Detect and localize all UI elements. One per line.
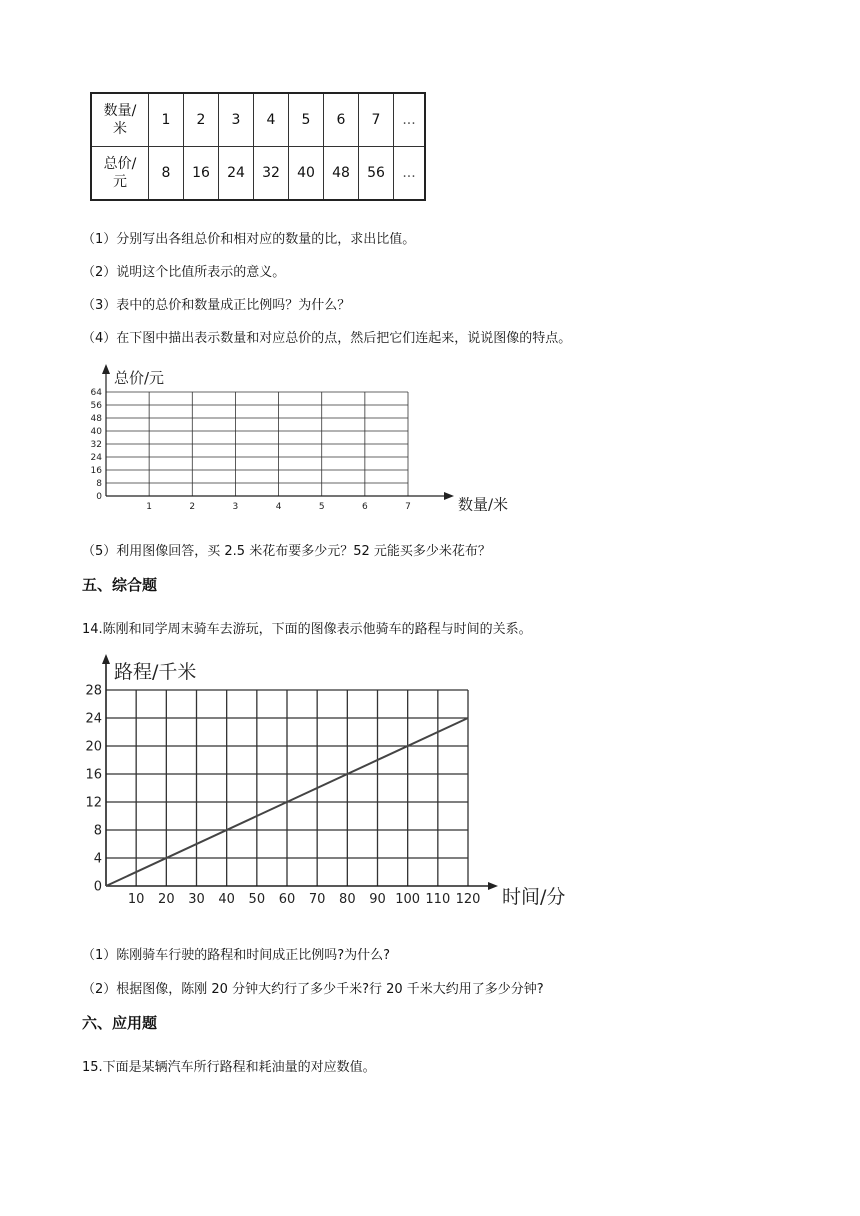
row-header-quantity xyxy=(91,93,149,147)
x-tick-label: 7 xyxy=(405,502,411,512)
x-tick-label: 110 xyxy=(425,892,451,907)
x-tick-label: 50 xyxy=(248,892,266,907)
x-tick-label: 30 xyxy=(188,892,205,907)
x-axis-arrow xyxy=(444,492,454,500)
y-tick-label: 8 xyxy=(96,479,102,490)
question-15-text: 15.下面是某辆汽车所行路程和耗油量的对应数值。 xyxy=(82,1060,376,1075)
y-axis-arrow xyxy=(102,364,110,374)
table-cell: ... xyxy=(394,147,426,201)
header-line: 数量/ xyxy=(103,103,137,119)
question-13-2: （2）说明这个比值所表示的意义。 xyxy=(82,265,286,280)
section-6-title: 六、应用题 xyxy=(82,1014,158,1032)
x-tick-label: 60 xyxy=(278,892,296,907)
table-cell: 3 xyxy=(219,93,254,147)
x-axis-label: 时间/分 xyxy=(502,886,566,909)
header-line: 米 xyxy=(113,121,127,137)
x-axis-arrow xyxy=(488,882,498,890)
x-tick-label: 80 xyxy=(339,892,356,907)
x-axis-label: 数量/米 xyxy=(458,495,509,514)
x-tick-label: 40 xyxy=(218,892,235,907)
table-cell: 32 xyxy=(254,147,289,201)
table-row xyxy=(91,93,425,147)
x-tick-label: 120 xyxy=(455,892,481,907)
x-tick-label: 1 xyxy=(146,502,153,512)
table-cell: 1 xyxy=(149,93,184,147)
section-5-title: 五、综合题 xyxy=(82,576,158,594)
x-tick-label: 2 xyxy=(189,502,196,512)
y-tick-label: 64 xyxy=(90,388,102,399)
table-cell: 4 xyxy=(254,93,289,147)
table-cell: 56 xyxy=(359,147,394,201)
question-14-2: （2）根据图像，陈刚 20 分钟大约行了多少千米?行 20 千米大约用了多少分钟? xyxy=(82,982,544,997)
question-13-5: （5）利用图像回答，买 2.5 米花布要多少元？52 元能买多少米花布？ xyxy=(82,544,491,559)
x-tick-label: 100 xyxy=(395,892,421,907)
y-tick-label: 0 xyxy=(93,879,102,895)
y-tick-label: 32 xyxy=(90,440,102,451)
question-13-3: （3）表中的总价和数量成正比例吗？为什么？ xyxy=(82,298,351,313)
y-tick-label: 4 xyxy=(93,851,102,867)
y-tick-label: 24 xyxy=(90,453,102,464)
table-row xyxy=(91,147,425,201)
y-tick-label: 40 xyxy=(90,427,102,438)
y-tick-label: 8 xyxy=(93,823,102,839)
y-tick-label: 16 xyxy=(90,466,102,477)
table-cell: 16 xyxy=(184,147,219,201)
y-tick-label: 12 xyxy=(85,795,102,811)
table-cell: 8 xyxy=(149,147,184,201)
y-axis-label: 总价/元 xyxy=(114,369,165,387)
price-table xyxy=(90,92,426,201)
x-tick-label: 6 xyxy=(361,502,368,512)
x-tick-label: 10 xyxy=(127,892,145,907)
y-tick-label: 48 xyxy=(90,414,102,425)
distance-time-chart xyxy=(80,650,620,920)
table-cell: 2 xyxy=(184,93,219,147)
x-tick-label: 90 xyxy=(369,892,386,907)
y-tick-label: 16 xyxy=(85,767,102,783)
question-13-4: （4）在下图中描出表示数量和对应总价的点，然后把它们连起来，说说图像的特点。 xyxy=(82,331,572,346)
x-tick-label: 3 xyxy=(232,502,239,512)
question-13-1: （1）分别写出各组总价和相对应的数量的比，求出比值。 xyxy=(82,232,416,247)
table-cell: 24 xyxy=(219,147,254,201)
x-tick-label: 70 xyxy=(308,892,326,907)
x-tick-label: 5 xyxy=(318,502,325,512)
table-cell: 40 xyxy=(289,147,324,201)
header-line: 总价/ xyxy=(103,156,137,172)
y-tick-label: 24 xyxy=(85,711,102,727)
price-quantity-grid-chart xyxy=(80,360,509,530)
header-line: 元 xyxy=(113,174,127,190)
x-tick-label: 4 xyxy=(275,502,282,512)
table-cell: 7 xyxy=(359,93,394,147)
y-axis-arrow xyxy=(102,654,110,664)
table-cell: 5 xyxy=(289,93,324,147)
table-cell: 6 xyxy=(324,93,359,147)
y-tick-label: 0 xyxy=(96,492,102,503)
question-14-1: （1）陈刚骑车行驶的路程和时间成正比例吗?为什么? xyxy=(82,948,391,963)
table-cell: 48 xyxy=(324,147,359,201)
x-tick-label: 20 xyxy=(158,892,175,907)
question-14-text: 14.陈刚和同学周末骑车去游玩，下面的图像表示他骑车的路程与时间的关系。 xyxy=(82,622,532,637)
y-tick-label: 56 xyxy=(90,401,102,412)
y-tick-label: 28 xyxy=(85,683,102,699)
row-header-price xyxy=(91,147,149,201)
y-axis-label: 路程/千米 xyxy=(114,661,197,683)
table-cell: ... xyxy=(394,93,426,147)
y-tick-label: 20 xyxy=(85,739,102,755)
